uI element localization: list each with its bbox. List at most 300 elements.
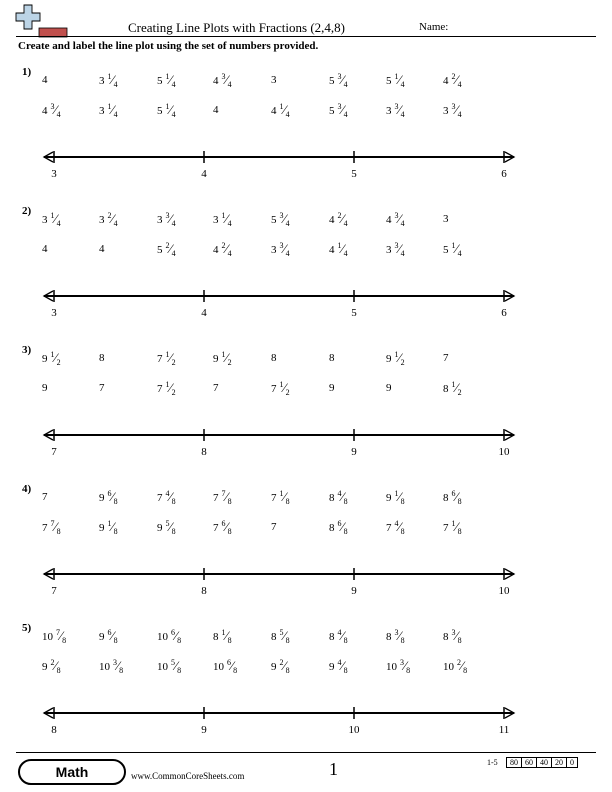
fraction-slash: ⁄ xyxy=(54,519,57,534)
data-value xyxy=(386,491,405,505)
denominator: 8 xyxy=(62,636,67,645)
denominator: 8 xyxy=(113,497,118,506)
data-value xyxy=(443,74,462,88)
numerator: 6 xyxy=(107,628,112,637)
data-value xyxy=(386,74,405,88)
whole-part: 7 xyxy=(157,353,163,365)
data-value xyxy=(271,104,290,118)
fraction-slash: ⁄ xyxy=(341,519,344,534)
data-value xyxy=(99,521,118,535)
data-value xyxy=(329,491,348,505)
fraction-slash: ⁄ xyxy=(341,241,344,256)
data-value xyxy=(443,521,462,535)
data-value xyxy=(42,243,48,255)
whole-part: 7 xyxy=(271,521,277,533)
whole-part: 3 xyxy=(99,105,105,117)
numerator: 3 xyxy=(337,102,342,111)
whole-part: 9 xyxy=(99,522,105,534)
fraction-slash: ⁄ xyxy=(283,211,286,226)
numerator: 6 xyxy=(221,519,226,528)
numerator: 1 xyxy=(279,380,284,389)
data-value xyxy=(329,243,348,257)
score-cell: 80 xyxy=(507,758,522,768)
data-value xyxy=(213,213,232,227)
fraction-slash: ⁄ xyxy=(461,658,464,673)
numerator: 3 xyxy=(279,241,284,250)
axis-tick-label: 10 xyxy=(348,724,360,736)
denominator: 8 xyxy=(343,527,348,536)
fraction-slash: ⁄ xyxy=(398,211,401,226)
axis-tick-label: 9 xyxy=(201,724,207,736)
numerator: 3 xyxy=(400,658,404,667)
numerator: 1 xyxy=(221,211,226,220)
denominator: 8 xyxy=(285,636,290,645)
whole-part: 7 xyxy=(99,382,105,394)
numerator: 1 xyxy=(107,102,112,111)
data-value xyxy=(443,382,462,396)
data-value xyxy=(386,521,405,535)
axis-tick-label: 4 xyxy=(201,307,207,319)
denominator: 4 xyxy=(457,80,462,89)
data-value xyxy=(271,660,290,674)
whole-part: 9 xyxy=(42,661,48,673)
data-value xyxy=(443,213,449,225)
denominator: 8 xyxy=(400,527,405,536)
fraction-slash: ⁄ xyxy=(398,72,401,87)
whole-part: 4 xyxy=(443,75,449,87)
numerator: 3 xyxy=(50,102,55,111)
data-value xyxy=(386,660,410,674)
data-value xyxy=(213,660,237,674)
data-value xyxy=(386,352,405,366)
whole-part: 8 xyxy=(329,492,335,504)
fraction-slash: ⁄ xyxy=(111,72,114,87)
numerator: 1 xyxy=(165,380,170,389)
fraction-slash: ⁄ xyxy=(54,102,57,117)
data-value xyxy=(443,491,462,505)
denominator: 2 xyxy=(56,358,61,367)
fraction-slash: ⁄ xyxy=(225,628,228,643)
whole-part: 4 xyxy=(386,214,392,226)
data-value xyxy=(157,491,176,505)
denominator: 2 xyxy=(285,388,290,397)
number-line xyxy=(0,418,612,452)
axis-tick-label: 3 xyxy=(51,168,57,180)
data-value xyxy=(271,382,290,396)
data-value xyxy=(42,104,61,118)
data-value xyxy=(99,491,118,505)
denominator: 8 xyxy=(285,497,290,506)
fraction-slash: ⁄ xyxy=(341,102,344,117)
data-value xyxy=(42,382,48,394)
axis-tick-label: 4 xyxy=(201,168,207,180)
data-value xyxy=(99,660,123,674)
fraction-slash: ⁄ xyxy=(455,241,458,256)
denominator: 2 xyxy=(400,358,405,367)
whole-part: 10 xyxy=(157,661,168,673)
denominator: 4 xyxy=(457,249,462,258)
whole-part: 4 xyxy=(213,75,219,87)
denominator: 4 xyxy=(400,110,405,119)
denominator: 4 xyxy=(171,219,176,228)
denominator: 8 xyxy=(227,527,232,536)
denominator: 8 xyxy=(227,497,232,506)
data-value xyxy=(271,491,290,505)
whole-part: 4 xyxy=(213,104,219,116)
whole-part: 5 xyxy=(329,105,335,117)
whole-part: 9 xyxy=(329,661,335,673)
fraction-slash: ⁄ xyxy=(111,102,114,117)
denominator: 8 xyxy=(119,666,124,675)
data-value xyxy=(213,104,219,116)
numerator: 1 xyxy=(451,380,456,389)
numerator: 6 xyxy=(451,489,456,498)
score-table xyxy=(506,757,578,768)
data-value xyxy=(213,630,232,644)
numerator: 3 xyxy=(394,102,399,111)
data-value xyxy=(157,352,176,366)
data-value xyxy=(157,243,176,257)
denominator: 4 xyxy=(343,110,348,119)
data-value xyxy=(42,213,61,227)
data-value xyxy=(386,104,405,118)
whole-part: 4 xyxy=(42,243,48,255)
numerator: 3 xyxy=(221,72,226,81)
fraction-slash: ⁄ xyxy=(175,628,178,643)
number-line xyxy=(0,140,612,174)
instructions: Create and label the line plot using the set of numbers provided. xyxy=(18,40,319,52)
data-value xyxy=(329,630,348,644)
fraction-slash: ⁄ xyxy=(398,102,401,117)
denominator: 8 xyxy=(343,636,348,645)
whole-part: 10 xyxy=(386,661,397,673)
data-value xyxy=(99,352,105,364)
whole-part: 9 xyxy=(386,382,392,394)
denominator: 4 xyxy=(171,249,176,258)
data-value xyxy=(329,213,348,227)
denominator: 4 xyxy=(285,249,290,258)
data-value xyxy=(213,74,232,88)
numerator: 1 xyxy=(50,211,55,220)
whole-part: 8 xyxy=(99,352,105,364)
axis-tick-label: 5 xyxy=(351,307,357,319)
footer-divider xyxy=(16,752,596,753)
data-value xyxy=(213,521,232,535)
denominator: 4 xyxy=(56,110,61,119)
whole-part: 9 xyxy=(213,353,219,365)
axis-tick-label: 6 xyxy=(501,307,507,319)
math-badge: Math xyxy=(18,759,126,785)
numerator: 3 xyxy=(394,628,399,637)
score-cell: 20 xyxy=(552,758,567,768)
axis-tick-label: 10 xyxy=(498,446,510,458)
score-range-label: 1-5 xyxy=(487,758,498,767)
numerator: 1 xyxy=(394,489,399,498)
whole-part: 9 xyxy=(157,522,163,534)
whole-part: 5 xyxy=(271,214,277,226)
whole-part: 8 xyxy=(443,492,449,504)
denominator: 4 xyxy=(113,80,118,89)
data-value xyxy=(99,213,118,227)
denominator: 4 xyxy=(113,110,118,119)
numerator: 2 xyxy=(221,241,226,250)
whole-part: 3 xyxy=(386,105,392,117)
whole-part: 8 xyxy=(329,522,335,534)
data-value xyxy=(443,104,462,118)
fraction-slash: ⁄ xyxy=(398,489,401,504)
denominator: 4 xyxy=(400,80,405,89)
whole-part: 9 xyxy=(99,492,105,504)
data-value xyxy=(386,213,405,227)
numerator: 6 xyxy=(337,519,342,528)
data-value xyxy=(42,660,61,674)
denominator: 8 xyxy=(56,527,61,536)
whole-part: 8 xyxy=(213,631,219,643)
fraction-slash: ⁄ xyxy=(341,489,344,504)
denominator: 4 xyxy=(171,110,176,119)
fraction-slash: ⁄ xyxy=(398,241,401,256)
whole-part: 10 xyxy=(42,631,53,643)
fraction-slash: ⁄ xyxy=(455,102,458,117)
data-value xyxy=(443,630,462,644)
whole-part: 10 xyxy=(213,661,224,673)
data-value xyxy=(213,243,232,257)
fraction-slash: ⁄ xyxy=(398,628,401,643)
denominator: 8 xyxy=(171,497,176,506)
axis-tick-label: 8 xyxy=(201,585,207,597)
data-value xyxy=(329,660,348,674)
denominator: 8 xyxy=(457,497,462,506)
denominator: 8 xyxy=(400,636,405,645)
fraction-slash: ⁄ xyxy=(283,380,286,395)
data-value xyxy=(329,104,348,118)
data-value xyxy=(213,491,232,505)
numerator: 6 xyxy=(107,489,112,498)
whole-part: 8 xyxy=(271,631,277,643)
denominator: 8 xyxy=(177,666,182,675)
numerator: 1 xyxy=(165,102,170,111)
whole-part: 5 xyxy=(157,244,163,256)
fraction-slash: ⁄ xyxy=(341,628,344,643)
whole-part: 5 xyxy=(329,75,335,87)
fraction-slash: ⁄ xyxy=(341,658,344,673)
fraction-slash: ⁄ xyxy=(283,102,286,117)
denominator: 8 xyxy=(56,666,61,675)
score-cell: 60 xyxy=(522,758,537,768)
data-value xyxy=(271,243,290,257)
whole-part: 3 xyxy=(386,244,392,256)
data-value xyxy=(42,630,66,644)
whole-part: 4 xyxy=(99,243,105,255)
whole-part: 8 xyxy=(386,631,392,643)
data-value xyxy=(157,74,176,88)
whole-part: 3 xyxy=(99,214,105,226)
numerator: 2 xyxy=(165,241,170,250)
whole-part: 9 xyxy=(42,353,48,365)
fraction-slash: ⁄ xyxy=(283,628,286,643)
fraction-slash: ⁄ xyxy=(398,350,401,365)
numerator: 7 xyxy=(221,489,226,498)
data-value xyxy=(213,382,219,394)
axis-tick-label: 8 xyxy=(51,724,57,736)
numerator: 4 xyxy=(337,489,342,498)
whole-part: 5 xyxy=(443,244,449,256)
denominator: 4 xyxy=(343,249,348,258)
data-value xyxy=(329,382,335,394)
numerator: 1 xyxy=(107,72,112,81)
axis-tick-label: 5 xyxy=(351,168,357,180)
numerator: 2 xyxy=(107,211,112,220)
fraction-slash: ⁄ xyxy=(225,72,228,87)
numerator: 1 xyxy=(165,350,170,359)
numerator: 1 xyxy=(221,350,226,359)
whole-part: 3 xyxy=(271,244,277,256)
math-logo-icon xyxy=(15,4,71,38)
denominator: 4 xyxy=(227,80,232,89)
data-value xyxy=(386,630,405,644)
whole-part: 4 xyxy=(42,105,48,117)
score-cell: 0 xyxy=(567,758,578,768)
denominator: 4 xyxy=(171,80,176,89)
whole-part: 7 xyxy=(271,492,277,504)
fraction-slash: ⁄ xyxy=(283,241,286,256)
numerator: 1 xyxy=(451,241,456,250)
axis-tick-label: 9 xyxy=(351,446,357,458)
data-value xyxy=(99,243,105,255)
denominator: 8 xyxy=(227,636,232,645)
numerator: 2 xyxy=(451,72,456,81)
fraction-slash: ⁄ xyxy=(455,489,458,504)
numerator: 4 xyxy=(337,658,342,667)
whole-part: 4 xyxy=(329,244,335,256)
numerator: 1 xyxy=(279,489,284,498)
score-cell: 40 xyxy=(537,758,552,768)
problem-4 xyxy=(0,483,612,623)
number-line xyxy=(0,279,612,313)
numerator: 6 xyxy=(171,628,175,637)
numerator: 3 xyxy=(279,211,284,220)
data-value xyxy=(99,382,105,394)
whole-part: 8 xyxy=(329,352,335,364)
numerator: 1 xyxy=(165,72,170,81)
denominator: 4 xyxy=(113,219,118,228)
numerator: 4 xyxy=(165,489,170,498)
fraction-slash: ⁄ xyxy=(455,380,458,395)
data-value xyxy=(329,352,335,364)
denominator: 4 xyxy=(227,249,232,258)
denominator: 4 xyxy=(400,219,405,228)
whole-part: 7 xyxy=(443,352,449,364)
fraction-slash: ⁄ xyxy=(169,519,172,534)
numerator: 6 xyxy=(227,658,231,667)
whole-part: 7 xyxy=(157,492,163,504)
data-value xyxy=(42,352,61,366)
axis-tick-label: 11 xyxy=(498,724,510,736)
problem-number: 3) xyxy=(22,344,32,356)
fraction-slash: ⁄ xyxy=(169,211,172,226)
numerator: 1 xyxy=(279,102,284,111)
denominator: 8 xyxy=(113,527,118,536)
whole-part: 7 xyxy=(213,492,219,504)
fraction-slash: ⁄ xyxy=(54,211,57,226)
whole-part: 8 xyxy=(271,352,277,364)
problem-3 xyxy=(0,344,612,484)
data-value xyxy=(271,213,290,227)
whole-part: 7 xyxy=(213,522,219,534)
numerator: 4 xyxy=(337,628,342,637)
whole-part: 3 xyxy=(42,214,48,226)
numerator: 1 xyxy=(394,350,399,359)
fraction-slash: ⁄ xyxy=(169,102,172,117)
fraction-slash: ⁄ xyxy=(398,519,401,534)
data-value xyxy=(443,660,467,674)
fraction-slash: ⁄ xyxy=(169,380,172,395)
denominator: 4 xyxy=(457,110,462,119)
whole-part: 9 xyxy=(42,382,48,394)
fraction-slash: ⁄ xyxy=(225,241,228,256)
whole-part: 8 xyxy=(443,631,449,643)
data-value xyxy=(386,382,392,394)
data-value xyxy=(99,104,118,118)
data-value xyxy=(443,352,449,364)
data-value xyxy=(271,630,290,644)
denominator: 8 xyxy=(457,636,462,645)
data-value xyxy=(157,213,176,227)
whole-part: 9 xyxy=(271,661,277,673)
fraction-slash: ⁄ xyxy=(117,658,120,673)
fraction-slash: ⁄ xyxy=(225,519,228,534)
whole-part: 3 xyxy=(213,214,219,226)
denominator: 8 xyxy=(406,666,411,675)
fraction-slash: ⁄ xyxy=(283,489,286,504)
data-value xyxy=(443,243,462,257)
axis-tick-label: 6 xyxy=(501,168,507,180)
fraction-slash: ⁄ xyxy=(60,628,63,643)
numerator: 1 xyxy=(337,241,342,250)
whole-part: 7 xyxy=(42,491,48,503)
denominator: 2 xyxy=(457,388,462,397)
website-link[interactable]: www.CommonCoreSheets.com xyxy=(131,771,245,781)
numerator: 3 xyxy=(451,628,456,637)
fraction-slash: ⁄ xyxy=(455,519,458,534)
whole-part: 9 xyxy=(386,353,392,365)
problem-2 xyxy=(0,205,612,345)
header-divider xyxy=(16,36,596,37)
denominator: 8 xyxy=(113,636,118,645)
fraction-slash: ⁄ xyxy=(175,658,178,673)
denominator: 4 xyxy=(227,219,232,228)
problem-number: 4) xyxy=(22,483,32,495)
numerator: 7 xyxy=(56,628,60,637)
numerator: 7 xyxy=(50,519,55,528)
whole-part: 4 xyxy=(213,244,219,256)
numerator: 5 xyxy=(165,519,170,528)
whole-part: 9 xyxy=(386,492,392,504)
whole-part: 3 xyxy=(443,213,449,225)
axis-tick-label: 9 xyxy=(351,585,357,597)
axis-tick-label: 7 xyxy=(51,446,57,458)
fraction-slash: ⁄ xyxy=(404,658,407,673)
fraction-slash: ⁄ xyxy=(111,211,114,226)
data-value xyxy=(42,521,61,535)
numerator: 3 xyxy=(337,72,342,81)
fraction-slash: ⁄ xyxy=(341,72,344,87)
fraction-slash: ⁄ xyxy=(231,658,234,673)
whole-part: 3 xyxy=(99,75,105,87)
numerator: 4 xyxy=(394,519,399,528)
data-value xyxy=(329,521,348,535)
problem-5 xyxy=(0,622,612,762)
